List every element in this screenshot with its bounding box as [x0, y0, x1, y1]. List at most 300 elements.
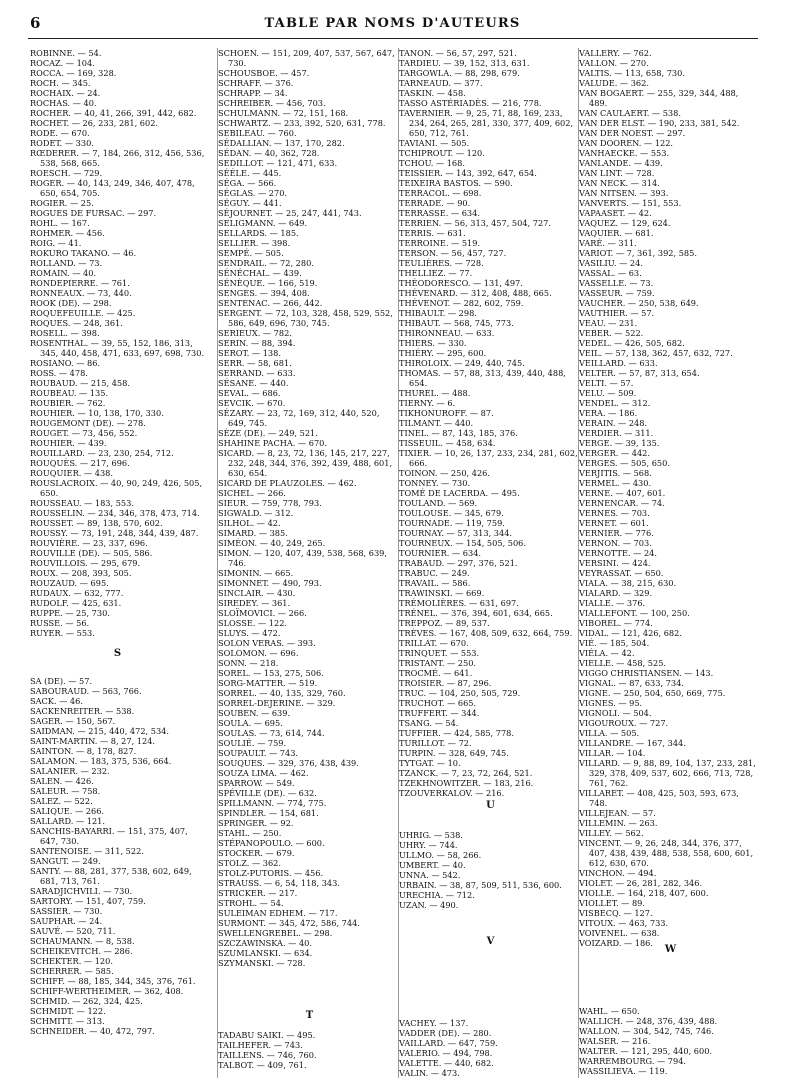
index-entry: SAIDMAN. — 215, 440, 472, 534.: [30, 726, 169, 736]
index-entry: VAN LINT. — 728.: [579, 168, 655, 178]
index-entry: VERDIER. — 311.: [579, 428, 654, 438]
index-entry: TRUC. — 104, 250, 505, 729.: [399, 688, 521, 698]
index-entry: VIBOREL. — 774.: [579, 618, 653, 628]
index-entry: VIGNE. — 250, 504, 650, 669, 775.: [579, 688, 726, 698]
index-entry: VAQUEZ. — 129, 624.: [579, 218, 671, 228]
index-entry: TONNEY. — 730.: [399, 478, 471, 488]
index-entry: SPARROW. — 549.: [218, 778, 295, 788]
index-entry: URBAIN. — 38, 87, 509, 511, 536, 600.: [399, 880, 562, 890]
index-entry: SANTY. — 88, 281, 377, 538, 602, 649, 681, 713, 761.: [30, 866, 192, 886]
index-entry: SALANIER. — 232.: [30, 766, 110, 776]
index-entry: VERAIN. — 248.: [579, 418, 648, 428]
index-entry: TRILLAT. — 670.: [399, 638, 469, 648]
index-entry: SENTENAC. — 266, 442.: [218, 298, 323, 308]
index-entry: SURMONT. — 345, 472, 586, 744.: [218, 918, 360, 928]
index-entry: VEYRASSAT. — 650.: [579, 568, 664, 578]
index-entry: SOLON VERAS. — 393.: [218, 638, 316, 648]
index-entry: TOURNIER. — 634.: [399, 548, 482, 558]
index-entry: ROCH. — 345.: [30, 78, 91, 88]
index-entry: VOIZARD. — 186.: [579, 938, 653, 948]
index-entry: SALAMON. — 183, 375, 536, 664.: [30, 756, 172, 766]
index-entry: ROCHAS. — 40.: [30, 98, 97, 108]
index-entry: ROUQUÈS. — 217, 696.: [30, 458, 130, 468]
index-list: [579, 1006, 758, 1076]
index-entry: TARNEAUD. — 377.: [399, 78, 483, 88]
index-entry: SERR. — 58, 681.: [218, 358, 292, 368]
index-entry: SIMONNET. — 490, 793.: [218, 578, 322, 588]
index-entry: SICARD. — 8, 23, 72, 136, 145, 217, 227, 232, 248, 344, 376, 392, 439, 488, 601, 630, 654.: [218, 448, 393, 478]
index-entry: TCHIPROUT. — 120.: [399, 148, 485, 158]
index-entry: SIEUR. — 759, 778, 793.: [218, 498, 322, 508]
index-list: [399, 830, 578, 910]
index-entry: ROGIER. — 25.: [30, 198, 94, 208]
index-entry: SÈZE (DE). — 249, 521.: [218, 428, 318, 438]
index-entry: SWELLENGREBEL. — 298.: [218, 928, 333, 938]
index-entry: VITOUX. — 463, 733.: [579, 918, 669, 928]
index-entry: SOUZA LIMA. — 462.: [218, 768, 309, 778]
index-entry: TAVERNIER. — 9, 25, 71, 88, 169, 233, 234, 264, 265, 281, 330, 377, 409, 602, 650, 712, 761.: [399, 108, 574, 138]
section-letter-u: U: [486, 800, 495, 811]
index-entry: UMBERT. — 40.: [399, 860, 466, 870]
index-entry: VERMEL. — 430.: [579, 478, 652, 488]
index-entry: URECHIA. — 712.: [399, 890, 475, 900]
index-entry: VINCHON. — 494.: [579, 868, 657, 878]
index-entry: SCHNEIDER. — 40, 472, 797.: [30, 1026, 155, 1036]
index-entry: ROESCH. — 729.: [30, 168, 103, 178]
index-entry: ROGER. — 40, 143, 249, 346, 407, 478, 650, 654, 705.: [30, 178, 195, 198]
index-entry: TALBOT. — 409, 761.: [218, 1060, 307, 1070]
index-entry: UZAN. — 490.: [399, 900, 459, 910]
header-rule: [28, 38, 758, 39]
index-entry: SABOURAUD. — 563, 766.: [30, 686, 142, 696]
index-entry: RUPPE. — 25, 730.: [30, 608, 110, 618]
index-entry: STOCKER. — 679.: [218, 848, 295, 858]
index-entry: VERNE. — 407, 601.: [579, 488, 666, 498]
index-entry: SOUQUES. — 329, 376, 438, 439.: [218, 758, 359, 768]
index-entry: TOMÉ DE LACERDA. — 495.: [399, 488, 520, 498]
index-entry: VILLARET. — 408, 425, 503, 593, 673, 748.: [579, 788, 739, 808]
index-entry: SEVCIK. — 670.: [218, 398, 286, 408]
index-entry: TRUCHOT. — 665.: [399, 698, 477, 708]
index-entry: TEULIÈRES. — 728.: [399, 258, 484, 268]
index-entry: SERIEUX. — 782.: [218, 328, 292, 338]
index-entry: VILLEY. — 562.: [579, 828, 644, 838]
index-entry: SALEUR. — 758.: [30, 786, 101, 796]
index-entry: SÉNÉCHAL. — 439.: [218, 268, 302, 278]
index-entry: ROSIANO. — 86.: [30, 358, 101, 368]
index-entry: TERROINE. — 519.: [399, 238, 481, 248]
index-entry: SILHOL. — 42.: [218, 518, 281, 528]
index-entry: TOULOUSE. — 345, 679.: [399, 508, 504, 518]
index-entry: SPÉVILLE (DE). — 632.: [218, 788, 317, 798]
index-entry: ROCHET. — 26, 233, 281, 602.: [30, 118, 159, 128]
index-entry: TAVIANI. — 505.: [399, 138, 470, 148]
index-entry: SCHOUSBOE. — 457.: [218, 68, 310, 78]
index-entry: SA (DE). — 57.: [30, 676, 93, 686]
index-entry: TASSO ASTÉRIADÈS. — 216, 778.: [399, 98, 542, 108]
index-entry: SCHIFF. — 88, 185, 344, 345, 376, 761.: [30, 976, 196, 986]
index-entry: VIALA. — 38, 215, 630.: [579, 578, 677, 588]
index-entry: VAUCHER. — 250, 538, 649.: [579, 298, 699, 308]
index-entry: WALLON. — 304, 542, 745, 746.: [579, 1026, 714, 1036]
index-entry: SEROT. — 138.: [218, 348, 281, 358]
index-entry: VERNOTTE. — 24.: [579, 548, 657, 558]
index-entry: TARGOWLA. — 88, 298, 679.: [399, 68, 520, 78]
index-entry: SCHMITT. — 313.: [30, 1016, 105, 1026]
index-entry: SEVAL. — 686.: [218, 388, 281, 398]
index-entry: TRUFFERT. — 344.: [399, 708, 480, 718]
index-entry: TERRIS. — 631.: [399, 228, 466, 238]
index-entry: THIRONNEAU. — 633.: [399, 328, 495, 338]
index-entry: TREPPOZ. — 89, 537.: [399, 618, 490, 628]
index-entry: VEBER. — 522.: [579, 328, 644, 338]
index-entry: VIÉ. — 185, 504.: [579, 638, 650, 648]
index-entry: ROUZAUD. — 695.: [30, 578, 109, 588]
index-entry: SÉGA. — 566.: [218, 178, 277, 188]
index-entry: VELTI. — 57.: [579, 378, 634, 388]
index-entry: TEIXEIRA BASTOS. — 590.: [399, 178, 513, 188]
index-entry: SELLIER. — 398.: [218, 238, 291, 248]
index-entry: THIERS. — 330.: [399, 338, 467, 348]
index-entry: RUYER. — 553.: [30, 628, 95, 638]
index-entry: STOLZ. — 362.: [218, 858, 281, 868]
index-entry: SAINTON. — 8, 178, 827.: [30, 746, 137, 756]
index-entry: TOURNEUX. — 154, 505, 506.: [399, 538, 526, 548]
index-entry: SCHEIKEVITCH. — 286.: [30, 946, 133, 956]
index-entry: TROCMÉ. — 641.: [399, 668, 473, 678]
index-entry: SÉGLAS. — 270.: [218, 188, 288, 198]
index-entry: SANCHIS-BAYARRI. — 151, 375, 407, 647, 730.: [30, 826, 188, 846]
index-entry: TURPIN. — 328, 649, 745.: [399, 748, 509, 758]
index-entry: SERRAND. — 633.: [218, 368, 296, 378]
index-entry: THUREL. — 488.: [399, 388, 471, 398]
index-entry: SIMONIN. — 665.: [218, 568, 294, 578]
index-entry: VIALLEFONT. — 100, 250.: [579, 608, 690, 618]
index-entry: ULLMO. — 58, 266.: [399, 850, 482, 860]
index-entry: SASSIER. — 730.: [30, 906, 103, 916]
index-entry: SZUMLANSKI. — 634.: [218, 948, 313, 958]
index-entry: VILLARD. — 9, 88, 89, 104, 137, 233, 281, 329, 378, 409, 537, 602, 666, 713, 728, 761, 762.: [579, 758, 756, 788]
index-entry: STOLZ-PUTORIS. — 456.: [218, 868, 324, 878]
index-entry: TRINQUET. — 553.: [399, 648, 480, 658]
index-entry: RONDEPIERRE. — 761.: [30, 278, 130, 288]
index-entry: SOUBEN. — 639.: [218, 708, 291, 718]
index-entry: TRÉNEL. — 376, 394, 601, 634, 665.: [399, 608, 553, 618]
index-entry: RUSSE. — 56.: [30, 618, 90, 628]
index-entry: VIELLE. — 458, 525.: [579, 658, 667, 668]
index-entry: ROSS. — 478.: [30, 368, 88, 378]
index-entry: SLOSSE. — 122.: [218, 618, 288, 628]
index-entry: SCHWARTZ. — 233, 392, 520, 631, 778.: [218, 118, 386, 128]
index-entry: VASILIU. — 24.: [579, 258, 643, 268]
index-entry: SACK. — 46.: [30, 696, 83, 706]
index-entry: RODET. — 330.: [30, 138, 94, 148]
section-letter-v: V: [486, 936, 495, 947]
index-list: [218, 48, 397, 968]
index-entry: ROMAIN. — 40.: [30, 268, 97, 278]
index-entry: SALLARD. — 121.: [30, 816, 105, 826]
index-entry: THÉVENARD. — 312, 408, 488, 665.: [399, 288, 552, 298]
index-entry: TIKHONUROFF. — 87.: [399, 408, 494, 418]
index-entry: ROUX. — 208, 393, 505.: [30, 568, 132, 578]
index-entry: SCHEKTER. — 120.: [30, 956, 113, 966]
index-entry: ROSENTHAL. — 39, 55, 152, 186, 313, 345, 440, 458, 471, 633, 697, 698, 730.: [30, 338, 205, 358]
index-entry: TCHOU. — 168.: [399, 158, 465, 168]
index-entry: VIDAL. — 121, 426, 682.: [579, 628, 682, 638]
index-entry: VERNON. — 703.: [579, 538, 652, 548]
index-entry: SIREDEY. — 361.: [218, 598, 291, 608]
index-entry: TINEL. — 87, 143, 185, 376.: [399, 428, 518, 438]
section-letter-w: W: [664, 944, 677, 955]
index-entry: VALETTE. — 440, 682.: [399, 1058, 494, 1068]
index-entry: ROUGET. — 73, 456, 552.: [30, 428, 138, 438]
index-entry: ROIG. — 41.: [30, 238, 82, 248]
index-entry: TARDIEU. — 39, 152, 313, 631.: [399, 58, 530, 68]
index-entry: ROUVILLOIS. — 295, 679.: [30, 558, 141, 568]
index-entry: SALIQUE. — 266.: [30, 806, 105, 816]
index-entry: THIROLOIX. — 249, 440, 745.: [399, 358, 525, 368]
index-entry: TOINON. — 250, 426.: [399, 468, 490, 478]
index-entry: VAQUIER. — 681.: [579, 228, 654, 238]
index-entry: TADABU SAIKI. — 495.: [218, 1030, 316, 1040]
index-entry: VILLANDRE. — 167, 344.: [579, 738, 686, 748]
index-entry: TOULAND. — 569.: [399, 498, 478, 508]
index-entry: ROUILLARD. — 23, 230, 254, 712.: [30, 448, 174, 458]
index-entry: SELLARDS. — 185.: [218, 228, 299, 238]
index-entry: VANHAECKE. — 553.: [579, 148, 670, 158]
index-entry: SULEIMAN EDHEM. — 717.: [218, 908, 338, 918]
index-entry: ROUSSY. — 73, 191, 248, 344, 439, 487.: [30, 528, 199, 538]
index-entry: VAN NECK. — 314.: [579, 178, 660, 188]
index-entry: TASKIN. — 458.: [399, 88, 466, 98]
index-entry: SALEN. — 426.: [30, 776, 94, 786]
index-entry: VERA. — 186.: [579, 408, 638, 418]
index-entry: TOURNADE. — 119, 759.: [399, 518, 505, 528]
index-entry: VAN DOOREN. — 122.: [579, 138, 674, 148]
index-entry: THIÉRY. — 295, 600.: [399, 348, 487, 358]
index-entry: SOREL. — 153, 275, 506.: [218, 668, 324, 678]
index-entry: SEBILEAU. — 760.: [218, 128, 297, 138]
index-entry: TAILHEFER. — 743.: [218, 1040, 303, 1050]
index-entry: ROOK (DE). — 298.: [30, 298, 112, 308]
index-entry: SÉJOURNET. — 25, 247, 441, 743.: [218, 208, 362, 218]
index-entry: ROHMER. — 456.: [30, 228, 105, 238]
index-entry: TOURNAY. — 57, 313, 344.: [399, 528, 513, 538]
index-entry: ROSELL. — 398.: [30, 328, 100, 338]
index-entry: SELIGMANN. — 649.: [218, 218, 308, 228]
index-entry: SARTORY. — 151, 407, 759.: [30, 896, 146, 906]
index-entry: SAUVÉ. — 520, 711.: [30, 926, 116, 936]
index-entry: VERGE. — 39, 135.: [579, 438, 660, 448]
index-entry: ROUSSET. — 89, 138, 570, 602.: [30, 518, 163, 528]
index-entry: SCHULMANN. — 72, 151, 168.: [218, 108, 349, 118]
index-entry: VILLA. — 505.: [579, 728, 640, 738]
index-list: [399, 1018, 578, 1078]
index-entry: UHRIG. — 538.: [399, 830, 463, 840]
index-entry: UNNA. — 542.: [399, 870, 461, 880]
index-entry: VALIN. — 473.: [399, 1068, 460, 1078]
index-list: [579, 48, 758, 948]
index-entry: SPINDLER. — 154, 681.: [218, 808, 319, 818]
index-entry: ROGUES DE FURSAC. — 297.: [30, 208, 157, 218]
index-entry: SPRINGER. — 92.: [218, 818, 294, 828]
index-entry: SLUYS. — 472.: [218, 628, 281, 638]
index-entry: VERJITIS. — 568.: [579, 468, 652, 478]
index-entry: SCHOEN. — 151, 209, 407, 537, 567, 647, 730.: [218, 48, 395, 68]
index-entry: VAUTHIER. — 57.: [579, 308, 655, 318]
index-entry: SAGER. — 150, 567.: [30, 716, 116, 726]
index-entry: SCHERRER. — 585.: [30, 966, 114, 976]
index-entry: VIOLET. — 26, 281, 282, 346.: [579, 878, 703, 888]
index-entry: VASSELLE. — 73.: [579, 278, 654, 288]
index-entry: ROCCA. — 169, 328.: [30, 68, 117, 78]
index-entry: STROHL. — 54.: [218, 898, 284, 908]
index-entry: SPILLMANN. — 774, 775.: [218, 798, 327, 808]
index-entry: SCHMIDT. — 122.: [30, 1006, 106, 1016]
index-entry: SAUPHAR. — 24.: [30, 916, 103, 926]
index-entry: VOIVENEL. — 638.: [579, 928, 660, 938]
index-entry: VIGGO CHRISTIANSEN. — 143.: [579, 668, 714, 678]
index-entry: VIGNOLI. — 504.: [579, 708, 652, 718]
index-entry: SIMÉON. — 40, 249, 265.: [218, 538, 326, 548]
index-entry: SÉÉLE. — 445.: [218, 168, 282, 178]
index-entry: SAINT-MARTIN. — 8, 27, 124.: [30, 736, 156, 746]
index-entry: TRÉMOLIÈRES. — 631, 697.: [399, 598, 519, 608]
index-entry: SZCZAWINSKA. — 40.: [218, 938, 312, 948]
index-entry: VELTER. — 57, 87, 313, 654.: [579, 368, 700, 378]
index-entry: SIMARD. — 385.: [218, 528, 288, 538]
index-entry: SOULAS. — 73, 614, 744.: [218, 728, 325, 738]
index-entry: VELU. — 509.: [579, 388, 637, 398]
index-entry: SLOÏMOVICI. — 266.: [218, 608, 307, 618]
index-entry: VARÉ. — 311.: [579, 238, 637, 248]
index-entry: SERIN. — 88, 394.: [218, 338, 296, 348]
index-entry: TAILLENS. — 746, 760.: [218, 1050, 317, 1060]
page-header: [30, 14, 755, 40]
section-letter-t: T: [305, 1010, 314, 1021]
index-entry: SCHRAFF. — 376.: [218, 78, 294, 88]
index-entry: TZOUVERKALOV. — 216.: [399, 788, 505, 798]
index-entry: SÉNÈQUE. — 166, 519.: [218, 278, 318, 288]
index-entry: TZEKHNOWITZER. — 183, 216.: [399, 778, 534, 788]
index-list: [30, 48, 205, 638]
index-entry: SÉSANE. — 440.: [218, 378, 289, 388]
index-entry: VINCENT. — 9, 26, 248, 344, 376, 377, 407, 438, 439, 488, 538, 558, 600, 601, 612, 630, 670.: [579, 838, 754, 868]
index-entry: TERSON. — 56, 457, 727.: [399, 248, 507, 258]
index-entry: SZYMANSKI. — 728.: [218, 958, 306, 968]
index-entry: SONN. — 218.: [218, 658, 279, 668]
index-entry: VILLAR. — 104.: [579, 748, 646, 758]
index-entry: ROUBAUD. — 215, 458.: [30, 378, 130, 388]
index-entry: STAHL. — 250.: [218, 828, 282, 838]
index-entry: STRICKER. — 217.: [218, 888, 298, 898]
index-entry: SÉZARY. — 23, 72, 169, 312, 440, 520, 649, 745.: [218, 408, 380, 428]
index-entry: VIGOUROUX. — 727.: [579, 718, 669, 728]
index-entry: TRABUC. — 249.: [399, 568, 470, 578]
index-entry: TERRIEN. — 56, 313, 457, 504, 727.: [399, 218, 551, 228]
index-entry: SIGWALD. — 312.: [218, 508, 294, 518]
index-entry: UHRY. — 744.: [399, 840, 458, 850]
index-entry: SOLOMON. — 696.: [218, 648, 299, 658]
index-entry: ROQUEFEUILLE. — 425.: [30, 308, 136, 318]
index-entry: SORG-MATTER. — 519.: [218, 678, 318, 688]
index-entry: TYTGAT. — 10.: [399, 758, 461, 768]
index-entry: ROUSSELIN. — 234, 346, 378, 473, 714.: [30, 508, 200, 518]
index-entry: SÉDALLIAN. — 137, 170, 282.: [218, 138, 345, 148]
index-entry: VALUDE. — 362.: [579, 78, 649, 88]
index-entry: VAILLARD. — 647, 759.: [399, 1038, 498, 1048]
index-entry: SORREL. — 40, 135, 329, 760.: [218, 688, 346, 698]
index-entry: VIOLLE. — 164, 218, 407, 600.: [579, 888, 709, 898]
index-entry: TEISSIER. — 143, 392, 647, 654.: [399, 168, 537, 178]
index-entry: THÉODORESCO. — 131, 497.: [399, 278, 523, 288]
index-entry: TERRADE. — 90.: [399, 198, 471, 208]
index-entry: TURILLOT. — 72.: [399, 738, 472, 748]
index-entry: VEILLARD. — 633.: [579, 358, 658, 368]
index-entry: ROUVILLE (DE). — 505, 586.: [30, 548, 153, 558]
index-entry: SIMON. — 120, 407, 439, 538, 568, 639, 746.: [218, 548, 387, 568]
index-entry: TISSEUIL. — 458, 634.: [399, 438, 496, 448]
index-entry: ROUBEAU. — 135.: [30, 388, 109, 398]
index-entry: THELLIEZ. — 77.: [399, 268, 473, 278]
index-entry: VISBECQ. — 127.: [579, 908, 653, 918]
index-entry: TSANG. — 54.: [399, 718, 459, 728]
index-entry: VERNIER. — 776.: [579, 528, 654, 538]
index-entry: TERRASSE. — 634.: [399, 208, 480, 218]
index-entry: TIXIER. — 10, 26, 137, 233, 234, 281, 602, 666.: [399, 448, 578, 468]
index-entry: SICHEL. — 266.: [218, 488, 286, 498]
index-entry: RONNEAUX. — 73, 440.: [30, 288, 132, 298]
index-entry: VERNES. — 703.: [579, 508, 650, 518]
index-entry: ROQUES. — 248, 361.: [30, 318, 123, 328]
index-entry: SOULA. — 695.: [218, 718, 283, 728]
index-entry: SANGUT. — 249.: [30, 856, 101, 866]
index-entry: VAN DER ELST. — 190, 233, 381, 542.: [579, 118, 740, 128]
index-entry: TRAWINSKI. — 669.: [399, 588, 485, 598]
index-entry: SCHREIBER. — 456, 703.: [218, 98, 326, 108]
index-entry: VAN DER NOEST. — 297.: [579, 128, 686, 138]
index-entry: RODE. — 670.: [30, 128, 90, 138]
index-list: [218, 1030, 397, 1070]
index-entry: SORREL-DEJERINE. — 329.: [218, 698, 336, 708]
index-entry: SEDILLOT. — 121, 471, 633.: [218, 158, 338, 168]
index-entry: VERGES. — 505, 650.: [579, 458, 670, 468]
index-entry: VALLERY. — 762.: [579, 48, 652, 58]
index-entry: WASSILIEVA. — 119.: [579, 1066, 668, 1076]
index-entry: ROLLAND. — 73.: [30, 258, 103, 268]
index-entry: VALLON. — 270.: [579, 58, 649, 68]
index-entry: VAN CAULAERT. — 538.: [579, 108, 681, 118]
index-entry: ROKURO TAKANO. — 46.: [30, 248, 137, 258]
index-entry: SINCLAIR. — 430.: [218, 588, 296, 598]
index-entry: WAHL. — 650.: [579, 1006, 640, 1016]
index-entry: SENDRAIL. — 72, 280.: [218, 258, 314, 268]
index-list: [30, 676, 205, 1036]
index-entry: VARIOT. — 7, 361, 392, 585.: [579, 248, 697, 258]
index-entry: ROBINNE. — 54.: [30, 48, 102, 58]
index-entry: THIBAUT. — 568, 745, 773.: [399, 318, 514, 328]
index-entry: TUFFIER. — 424, 585, 778.: [399, 728, 514, 738]
index-entry: VEIL. — 57, 138, 362, 457, 632, 727.: [579, 348, 733, 358]
index-entry: VENDEL. — 312.: [579, 398, 651, 408]
index-entry: VIALARD. — 329.: [579, 588, 653, 598]
index-entry: VALTIS. — 113, 658, 730.: [579, 68, 685, 78]
index-entry: SHAHINE PACHA. — 670.: [218, 438, 327, 448]
index-entry: VIÉLA. — 42.: [579, 648, 635, 658]
index-entry: SCHAUMANN. — 8, 538.: [30, 936, 135, 946]
index-entry: VERNET. — 601.: [579, 518, 649, 528]
index-entry: SCHIFF-WERTHEIMER. — 362, 408.: [30, 986, 184, 996]
